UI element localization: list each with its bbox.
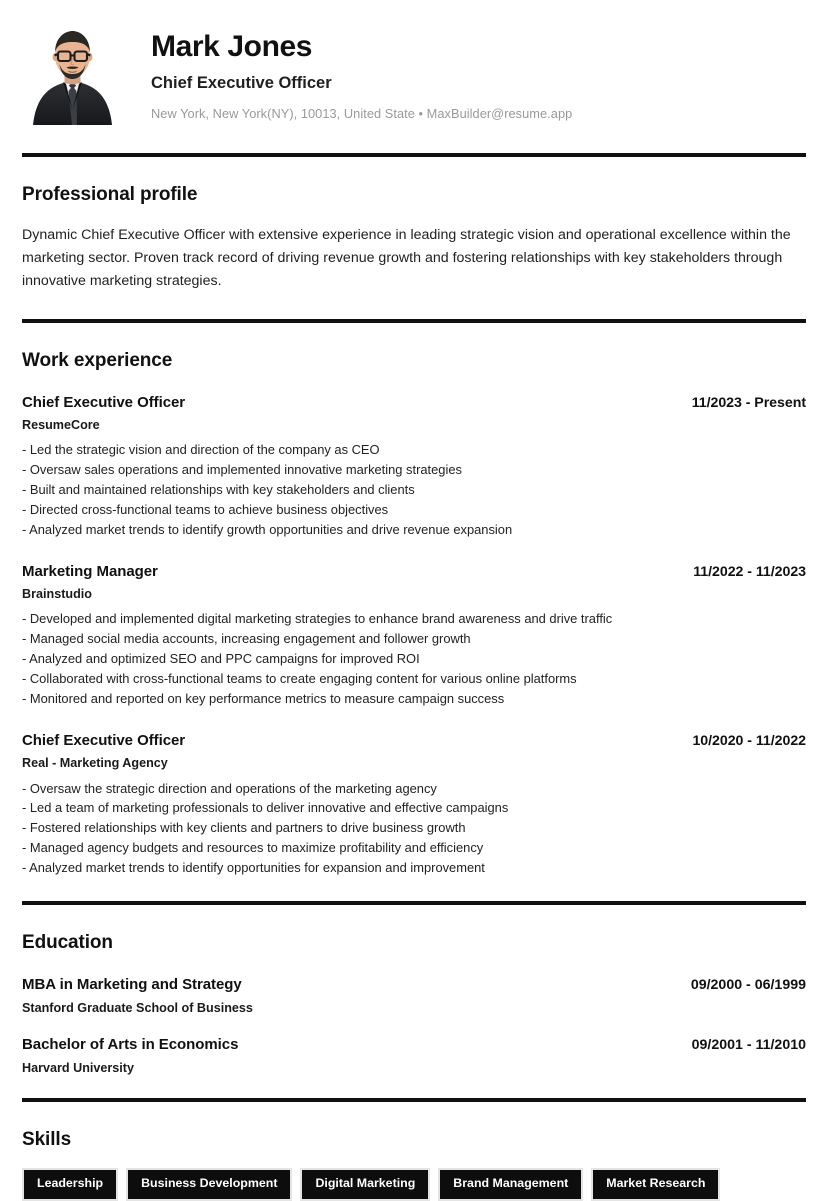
divider-after-header xyxy=(22,153,806,157)
bullet-item: - Collaborated with cross-functional teams to create engaging content for various online platforms xyxy=(22,670,577,686)
bullet-item: - Managed agency budgets and resources to maximize profitability and efficiency xyxy=(22,839,484,855)
bullet-item: - Analyzed market trends to identify opportunities for expansion and improvement xyxy=(22,859,485,875)
bullet-item: - Directed cross-functional teams to achieve business objectives xyxy=(22,501,389,517)
work-entry-organization: ResumeCore xyxy=(22,418,100,432)
work-entry-bullets xyxy=(22,440,806,539)
skill-tag: Business Development xyxy=(126,1168,292,1201)
work-entry-date: 10/2020 - 11/2022 xyxy=(692,733,806,750)
bullet-item: - Led a team of marketing professionals to deliver innovative and effective campaigns xyxy=(22,800,509,816)
work-entry-organization: Brainstudio xyxy=(22,587,92,602)
section-heading-profile: Professional profile xyxy=(22,184,198,205)
bullet-item: - Monitored and reported on key performance metrics to measure campaign success xyxy=(22,690,505,706)
page-title: Mark Jones xyxy=(151,30,313,63)
work-entry xyxy=(22,732,806,877)
work-entry-header xyxy=(22,563,806,580)
bullet-item: - Oversaw sales operations and implemented innovative marketing strategies xyxy=(22,462,462,478)
education-entry xyxy=(22,976,806,1015)
work-entry-role: Chief Executive Officer xyxy=(22,394,186,411)
education-date: 09/2000 - 06/1999 xyxy=(690,977,806,994)
divider-after-work xyxy=(22,901,806,905)
skill-tag: Digital Marketing xyxy=(300,1168,430,1201)
education-school: Stanford Graduate School of Business xyxy=(22,1001,253,1016)
education-entry-header xyxy=(22,1036,806,1053)
education-degree: Bachelor of Arts in Economics xyxy=(22,1036,239,1054)
identity-block xyxy=(151,24,806,123)
divider-after-education xyxy=(22,1098,806,1102)
bullet-item: - Built and maintained relationships with key stakeholders and clients xyxy=(22,482,415,498)
bullet-item: - Managed social media accounts, increasing engagement and follower growth xyxy=(22,631,471,647)
work-entry-bullets xyxy=(22,609,806,708)
section-education xyxy=(22,932,806,1075)
work-entry xyxy=(22,394,806,539)
contact-line: New York, New York(NY), 10013, United State • MaxBuilder@resume.app xyxy=(151,106,573,122)
bullet-item: - Developed and implemented digital marketing strategies to enhance brand awareness and drive traffic xyxy=(22,611,613,627)
skill-tag: Market Research xyxy=(591,1168,720,1201)
headline-job-title: Chief Executive Officer xyxy=(151,73,332,92)
section-heading-education: Education xyxy=(22,932,113,954)
section-heading-skills: Skills xyxy=(22,1129,72,1151)
skills-tag-list xyxy=(22,1168,806,1201)
work-entry-role: Marketing Manager xyxy=(22,563,158,581)
work-entry xyxy=(22,563,806,708)
work-entry-organization: Real - Marketing Agency xyxy=(22,756,168,771)
work-entry-role: Chief Executive Officer xyxy=(22,732,186,750)
bullet-item: - Fostered relationships with key clients and partners to drive business growth xyxy=(22,820,466,836)
education-entry-header xyxy=(22,976,806,993)
resume-header xyxy=(22,0,806,131)
education-degree: MBA in Marketing and Strategy xyxy=(22,976,242,994)
section-work-experience xyxy=(22,350,806,877)
bullet-item: - Analyzed and optimized SEO and PPC campaigns for improved ROI xyxy=(22,651,420,667)
section-heading-work: Work experience xyxy=(22,350,173,371)
avatar xyxy=(22,24,123,125)
section-professional-profile xyxy=(22,184,806,293)
work-entry-header xyxy=(22,394,806,411)
bullet-item: - Oversaw the strategic direction and operations of the marketing agency xyxy=(22,780,437,796)
work-entry-header xyxy=(22,732,806,749)
skill-tag: Brand Management xyxy=(438,1168,583,1201)
education-school: Harvard University xyxy=(22,1061,134,1076)
education-date: 09/2001 - 11/2010 xyxy=(691,1037,806,1054)
bullet-item: - Led the strategic vision and direction of the company as CEO xyxy=(22,442,380,458)
section-skills xyxy=(22,1129,806,1201)
bullet-item: - Analyzed market trends to identify growth opportunities and drive revenue expansion xyxy=(22,521,513,537)
headshot-photo-icon xyxy=(22,24,123,125)
education-entry xyxy=(22,1036,806,1075)
work-entry-date: 11/2022 - 11/2023 xyxy=(693,564,806,581)
skill-tag: Leadership xyxy=(22,1168,118,1201)
work-entry-date: 11/2023 - Present xyxy=(691,395,806,411)
divider-after-profile xyxy=(22,319,806,323)
profile-summary-text: Dynamic Chief Executive Officer with extensive experience in leading strategic vision and operational excellence within the marketing sector. Proven track record of driving revenue growth and fostering relationships with key stakeholders through innovative marketing strategies. xyxy=(22,227,791,289)
work-entry-bullets xyxy=(22,778,806,877)
